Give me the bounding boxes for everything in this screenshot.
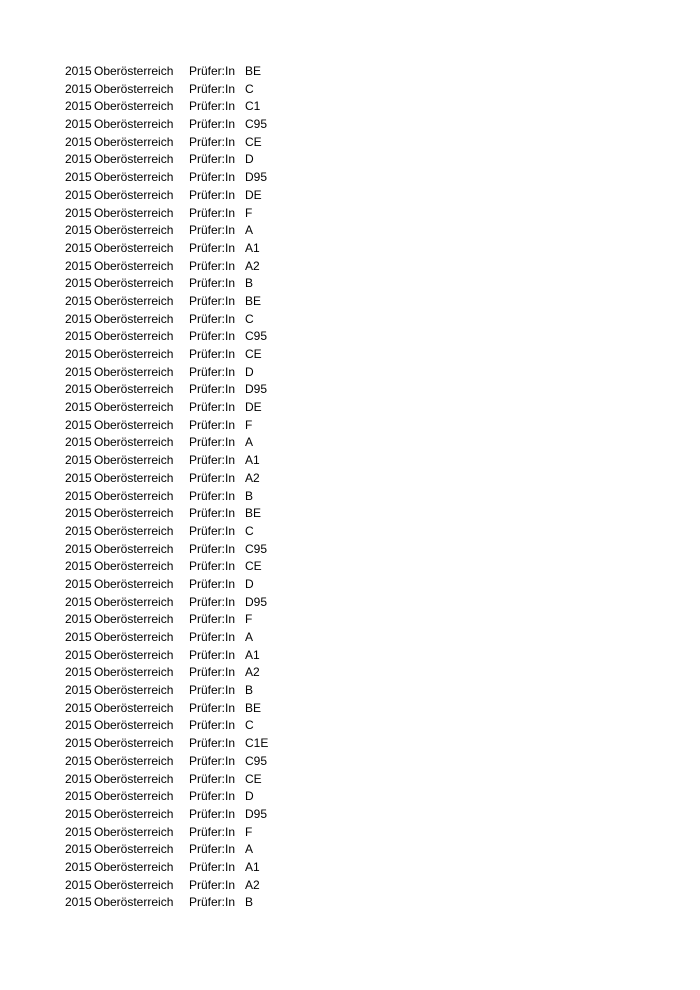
role-cell: Prüfer:In — [189, 400, 236, 415]
license-class-cell: A1 — [245, 453, 260, 468]
region-cell: Oberösterreich — [94, 240, 174, 255]
region-cell: Oberösterreich — [94, 470, 174, 485]
year-cell: 2015 — [65, 205, 92, 220]
region-cell: Oberösterreich — [94, 64, 174, 78]
role-cell: Prüfer:In — [189, 117, 236, 132]
year-cell: 2015 — [65, 117, 92, 132]
role-cell: Prüfer:In — [189, 187, 236, 202]
role-cell: Prüfer:In — [189, 859, 236, 874]
license-class-cell: A2 — [245, 877, 260, 892]
role-cell: Prüfer:In — [189, 665, 236, 680]
role-cell: Prüfer:In — [189, 152, 236, 167]
region-cell: Oberösterreich — [94, 523, 174, 538]
license-class-cell: D — [245, 152, 254, 167]
year-cell: 2015 — [65, 364, 92, 379]
license-class-cell: C — [245, 81, 254, 96]
year-cell: 2015 — [65, 488, 92, 503]
role-cell: Prüfer:In — [189, 382, 236, 397]
year-cell: 2015 — [65, 400, 92, 415]
region-cell: Oberösterreich — [94, 630, 174, 644]
region-cell: Oberösterreich — [94, 842, 174, 857]
year-cell: 2015 — [65, 771, 92, 786]
region-cell: Oberösterreich — [94, 311, 174, 326]
role-cell: Prüfer:In — [189, 683, 236, 698]
role-cell: Prüfer:In — [189, 293, 236, 308]
license-class-cell: CE — [245, 771, 262, 786]
license-class-cell: A — [245, 630, 254, 644]
year-cell: 2015 — [65, 612, 92, 627]
role-cell: Prüfer:In — [189, 824, 236, 839]
role-cell: Prüfer:In — [189, 842, 236, 857]
region-cell: Oberösterreich — [94, 258, 174, 273]
region-cell: Oberösterreich — [94, 329, 174, 344]
year-cell: 2015 — [65, 417, 92, 432]
region-cell: Oberösterreich — [94, 134, 174, 149]
year-cell: 2015 — [65, 594, 92, 609]
license-class-cell: D95 — [245, 170, 268, 185]
license-class-cell: A2 — [245, 470, 260, 485]
role-cell: Prüfer:In — [189, 329, 236, 344]
year-cell: 2015 — [65, 276, 92, 291]
license-class-cell: A2 — [245, 258, 260, 273]
region-cell: Oberösterreich — [94, 859, 174, 874]
license-class-cell: A1 — [245, 859, 260, 874]
license-class-cell: B — [245, 488, 254, 503]
license-class-cell: D95 — [245, 594, 268, 609]
region-cell: Oberösterreich — [94, 453, 174, 468]
role-cell: Prüfer:In — [189, 877, 236, 892]
license-class-cell: B — [245, 895, 254, 910]
role-cell: Prüfer:In — [189, 258, 236, 273]
role-cell: Prüfer:In — [189, 541, 236, 556]
year-cell: 2015 — [65, 665, 92, 680]
year-cell: 2015 — [65, 576, 92, 591]
role-cell: Prüfer:In — [189, 523, 236, 538]
license-class-cell: D95 — [245, 382, 268, 397]
region-cell: Oberösterreich — [94, 276, 174, 291]
license-class-cell: F — [245, 205, 253, 220]
region-cell: Oberösterreich — [94, 170, 174, 185]
role-cell: Prüfer:In — [189, 806, 236, 821]
year-cell: 2015 — [65, 187, 92, 202]
license-class-cell: BE — [245, 64, 262, 78]
license-class-cell: BE — [245, 506, 262, 521]
region-cell: Oberösterreich — [94, 152, 174, 167]
license-class-cell: D — [245, 576, 254, 591]
region-cell: Oberösterreich — [94, 824, 174, 839]
region-cell: Oberösterreich — [94, 417, 174, 432]
license-class-cell: BE — [245, 293, 262, 308]
region-cell: Oberösterreich — [94, 576, 174, 591]
year-cell: 2015 — [65, 347, 92, 361]
license-class-cell: F — [245, 612, 253, 627]
region-cell: Oberösterreich — [94, 877, 174, 892]
license-class-cell: C1 — [245, 99, 261, 114]
year-cell: 2015 — [65, 753, 92, 768]
role-cell: Prüfer:In — [189, 576, 236, 591]
license-class-cell: B — [245, 683, 254, 698]
license-class-cell: DE — [245, 187, 262, 202]
license-class-cell: D — [245, 789, 254, 804]
year-cell: 2015 — [65, 859, 92, 874]
region-cell: Oberösterreich — [94, 117, 174, 132]
license-class-cell: D95 — [245, 806, 268, 821]
license-class-cell: C — [245, 718, 254, 733]
year-cell: 2015 — [65, 718, 92, 733]
role-cell: Prüfer:In — [189, 364, 236, 379]
role-cell: Prüfer:In — [189, 205, 236, 220]
role-cell: Prüfer:In — [189, 99, 236, 114]
license-class-cell: A — [245, 842, 254, 857]
license-class-cell: A1 — [245, 240, 260, 255]
region-cell: Oberösterreich — [94, 594, 174, 609]
role-cell: Prüfer:In — [189, 223, 236, 238]
license-class-cell: C95 — [245, 117, 268, 132]
year-cell: 2015 — [65, 559, 92, 574]
year-cell: 2015 — [65, 824, 92, 839]
year-cell: 2015 — [65, 311, 92, 326]
role-cell: Prüfer:In — [189, 700, 236, 715]
license-class-cell: A1 — [245, 647, 260, 662]
license-class-cell: F — [245, 417, 253, 432]
role-cell: Prüfer:In — [189, 559, 236, 574]
year-cell: 2015 — [65, 736, 92, 751]
license-class-cell: D — [245, 364, 254, 379]
year-cell: 2015 — [65, 293, 92, 308]
region-cell: Oberösterreich — [94, 736, 174, 751]
region-cell: Oberösterreich — [94, 753, 174, 768]
year-cell: 2015 — [65, 506, 92, 521]
license-class-cell: C — [245, 523, 254, 538]
role-cell: Prüfer:In — [189, 240, 236, 255]
year-cell: 2015 — [65, 134, 92, 149]
region-cell: Oberösterreich — [94, 488, 174, 503]
role-cell: Prüfer:In — [189, 470, 236, 485]
year-cell: 2015 — [65, 806, 92, 821]
year-cell: 2015 — [65, 152, 92, 167]
year-cell: 2015 — [65, 453, 92, 468]
role-cell: Prüfer:In — [189, 895, 236, 910]
region-cell: Oberösterreich — [94, 665, 174, 680]
role-cell: Prüfer:In — [189, 612, 236, 627]
region-cell: Oberösterreich — [94, 541, 174, 556]
license-class-cell: C95 — [245, 329, 268, 344]
region-cell: Oberösterreich — [94, 718, 174, 733]
region-cell: Oberösterreich — [94, 895, 174, 910]
region-cell: Oberösterreich — [94, 347, 174, 361]
year-cell: 2015 — [65, 877, 92, 892]
license-class-cell: A — [245, 223, 254, 238]
region-cell: Oberösterreich — [94, 806, 174, 821]
region-cell: Oberösterreich — [94, 435, 174, 450]
role-cell: Prüfer:In — [189, 594, 236, 609]
license-class-cell: C — [245, 311, 254, 326]
region-cell: Oberösterreich — [94, 382, 174, 397]
year-cell: 2015 — [65, 81, 92, 96]
region-cell: Oberösterreich — [94, 683, 174, 698]
year-cell: 2015 — [65, 700, 92, 715]
region-cell: Oberösterreich — [94, 612, 174, 627]
year-cell: 2015 — [65, 170, 92, 185]
license-class-cell: A2 — [245, 665, 260, 680]
year-cell: 2015 — [65, 240, 92, 255]
license-class-cell: C1E — [245, 736, 269, 751]
year-cell: 2015 — [65, 223, 92, 238]
role-cell: Prüfer:In — [189, 453, 236, 468]
role-cell: Prüfer:In — [189, 435, 236, 450]
role-cell: Prüfer:In — [189, 170, 236, 185]
role-cell: Prüfer:In — [189, 630, 236, 644]
role-cell: Prüfer:In — [189, 81, 236, 96]
role-cell: Prüfer:In — [189, 736, 236, 751]
role-cell: Prüfer:In — [189, 64, 236, 78]
year-cell: 2015 — [65, 99, 92, 114]
year-cell: 2015 — [65, 435, 92, 450]
year-cell: 2015 — [65, 895, 92, 910]
license-class-cell: DE — [245, 400, 262, 415]
role-cell: Prüfer:In — [189, 311, 236, 326]
role-cell: Prüfer:In — [189, 718, 236, 733]
license-class-cell: CE — [245, 134, 262, 149]
year-cell: 2015 — [65, 541, 92, 556]
year-cell: 2015 — [65, 329, 92, 344]
role-cell: Prüfer:In — [189, 347, 236, 361]
role-cell: Prüfer:In — [189, 417, 236, 432]
license-class-cell: B — [245, 276, 254, 291]
region-cell: Oberösterreich — [94, 364, 174, 379]
license-class-cell: F — [245, 824, 253, 839]
license-class-cell: CE — [245, 347, 262, 361]
license-class-cell: CE — [245, 559, 262, 574]
year-cell: 2015 — [65, 382, 92, 397]
role-cell: Prüfer:In — [189, 134, 236, 149]
year-cell: 2015 — [65, 842, 92, 857]
role-cell: Prüfer:In — [189, 647, 236, 662]
region-cell: Oberösterreich — [94, 223, 174, 238]
role-cell: Prüfer:In — [189, 488, 236, 503]
region-cell: Oberösterreich — [94, 81, 174, 96]
year-cell: 2015 — [65, 523, 92, 538]
license-class-cell: BE — [245, 700, 262, 715]
year-cell: 2015 — [65, 683, 92, 698]
role-cell: Prüfer:In — [189, 753, 236, 768]
region-cell: Oberösterreich — [94, 293, 174, 308]
region-cell: Oberösterreich — [94, 647, 174, 662]
license-class-cell: C95 — [245, 541, 268, 556]
region-cell: Oberösterreich — [94, 700, 174, 715]
year-cell: 2015 — [65, 470, 92, 485]
role-cell: Prüfer:In — [189, 276, 236, 291]
region-cell: Oberösterreich — [94, 400, 174, 415]
year-cell: 2015 — [65, 64, 92, 78]
region-cell: Oberösterreich — [94, 187, 174, 202]
region-cell: Oberösterreich — [94, 205, 174, 220]
year-cell: 2015 — [65, 789, 92, 804]
region-cell: Oberösterreich — [94, 506, 174, 521]
year-cell: 2015 — [65, 647, 92, 662]
year-cell: 2015 — [65, 258, 92, 273]
license-class-cell: A — [245, 435, 254, 450]
role-cell: Prüfer:In — [189, 789, 236, 804]
license-class-cell: C95 — [245, 753, 268, 768]
year-cell: 2015 — [65, 630, 92, 644]
region-cell: Oberösterreich — [94, 771, 174, 786]
role-cell: Prüfer:In — [189, 771, 236, 786]
region-cell: Oberösterreich — [94, 789, 174, 804]
region-cell: Oberösterreich — [94, 559, 174, 574]
role-cell: Prüfer:In — [189, 506, 236, 521]
region-cell: Oberösterreich — [94, 99, 174, 114]
